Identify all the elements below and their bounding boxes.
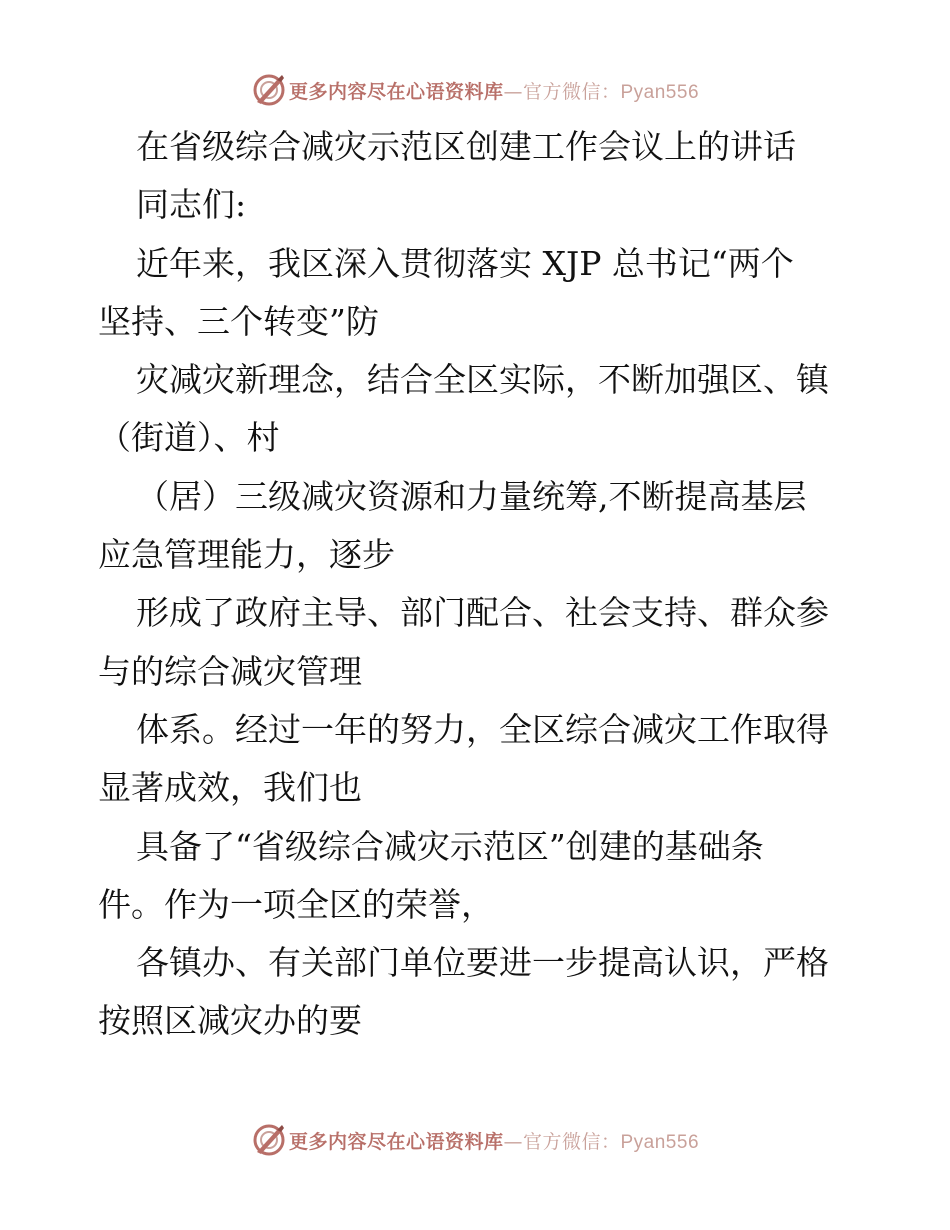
document-line: 应急管理能力，逐步 bbox=[98, 535, 395, 575]
banner-text bbox=[289, 77, 699, 104]
banner-wechat-label: 官方微信： bbox=[522, 80, 621, 103]
document-line: 灾减灾新理念，结合全区实际，不断加强区、镇 bbox=[136, 360, 829, 400]
banner-wechat-label: 官方微信： bbox=[522, 1130, 621, 1153]
document-body bbox=[98, 118, 858, 1051]
document-line: （街道）、村 bbox=[98, 418, 280, 458]
banner-dash: — bbox=[503, 1130, 523, 1153]
document-line: 具备了“省级综合减灾示范区”创建的基础条 bbox=[136, 826, 764, 866]
banner-text bbox=[289, 1127, 699, 1154]
pen-logo-icon bbox=[251, 72, 287, 108]
document-line: 体系。经过一年的努力，全区综合减灾工作取得 bbox=[136, 709, 829, 749]
document-line: 与的综合减灾管理 bbox=[98, 651, 362, 691]
document-line: 在省级综合减灾示范区创建工作会议上的讲话 bbox=[136, 127, 796, 166]
document-line: （居）三级减灾资源和力量统筹,不断提高基层 bbox=[136, 476, 807, 516]
footer-banner bbox=[0, 1120, 950, 1160]
banner-wechat-id: Pyan556 bbox=[620, 81, 700, 103]
banner-main-text: 更多内容尽在心语资料库 bbox=[288, 80, 504, 103]
document-line: 坚持、三个转变”防 bbox=[98, 301, 379, 341]
header-banner bbox=[0, 70, 950, 110]
document-line: 近年来，我区深入贯彻落实 XJP 总书记“两个 bbox=[136, 243, 794, 283]
document-line: 按照区减灾办的要 bbox=[98, 1001, 362, 1041]
document-line: 件。作为一项全区的荣誉， bbox=[98, 884, 494, 924]
document-line: 显著成效，我们也 bbox=[98, 768, 362, 808]
document-line: 各镇办、有关部门单位要进一步提高认识，严格 bbox=[136, 943, 829, 983]
banner-main-text: 更多内容尽在心语资料库 bbox=[288, 1130, 504, 1153]
banner-wechat-id: Pyan556 bbox=[620, 1131, 700, 1153]
banner-dash: — bbox=[503, 80, 523, 103]
document-line: 形成了政府主导、部门配合、社会支持、群众参 bbox=[136, 593, 829, 633]
document-line: 同志们: bbox=[136, 185, 247, 225]
pen-logo-icon bbox=[251, 1122, 287, 1158]
